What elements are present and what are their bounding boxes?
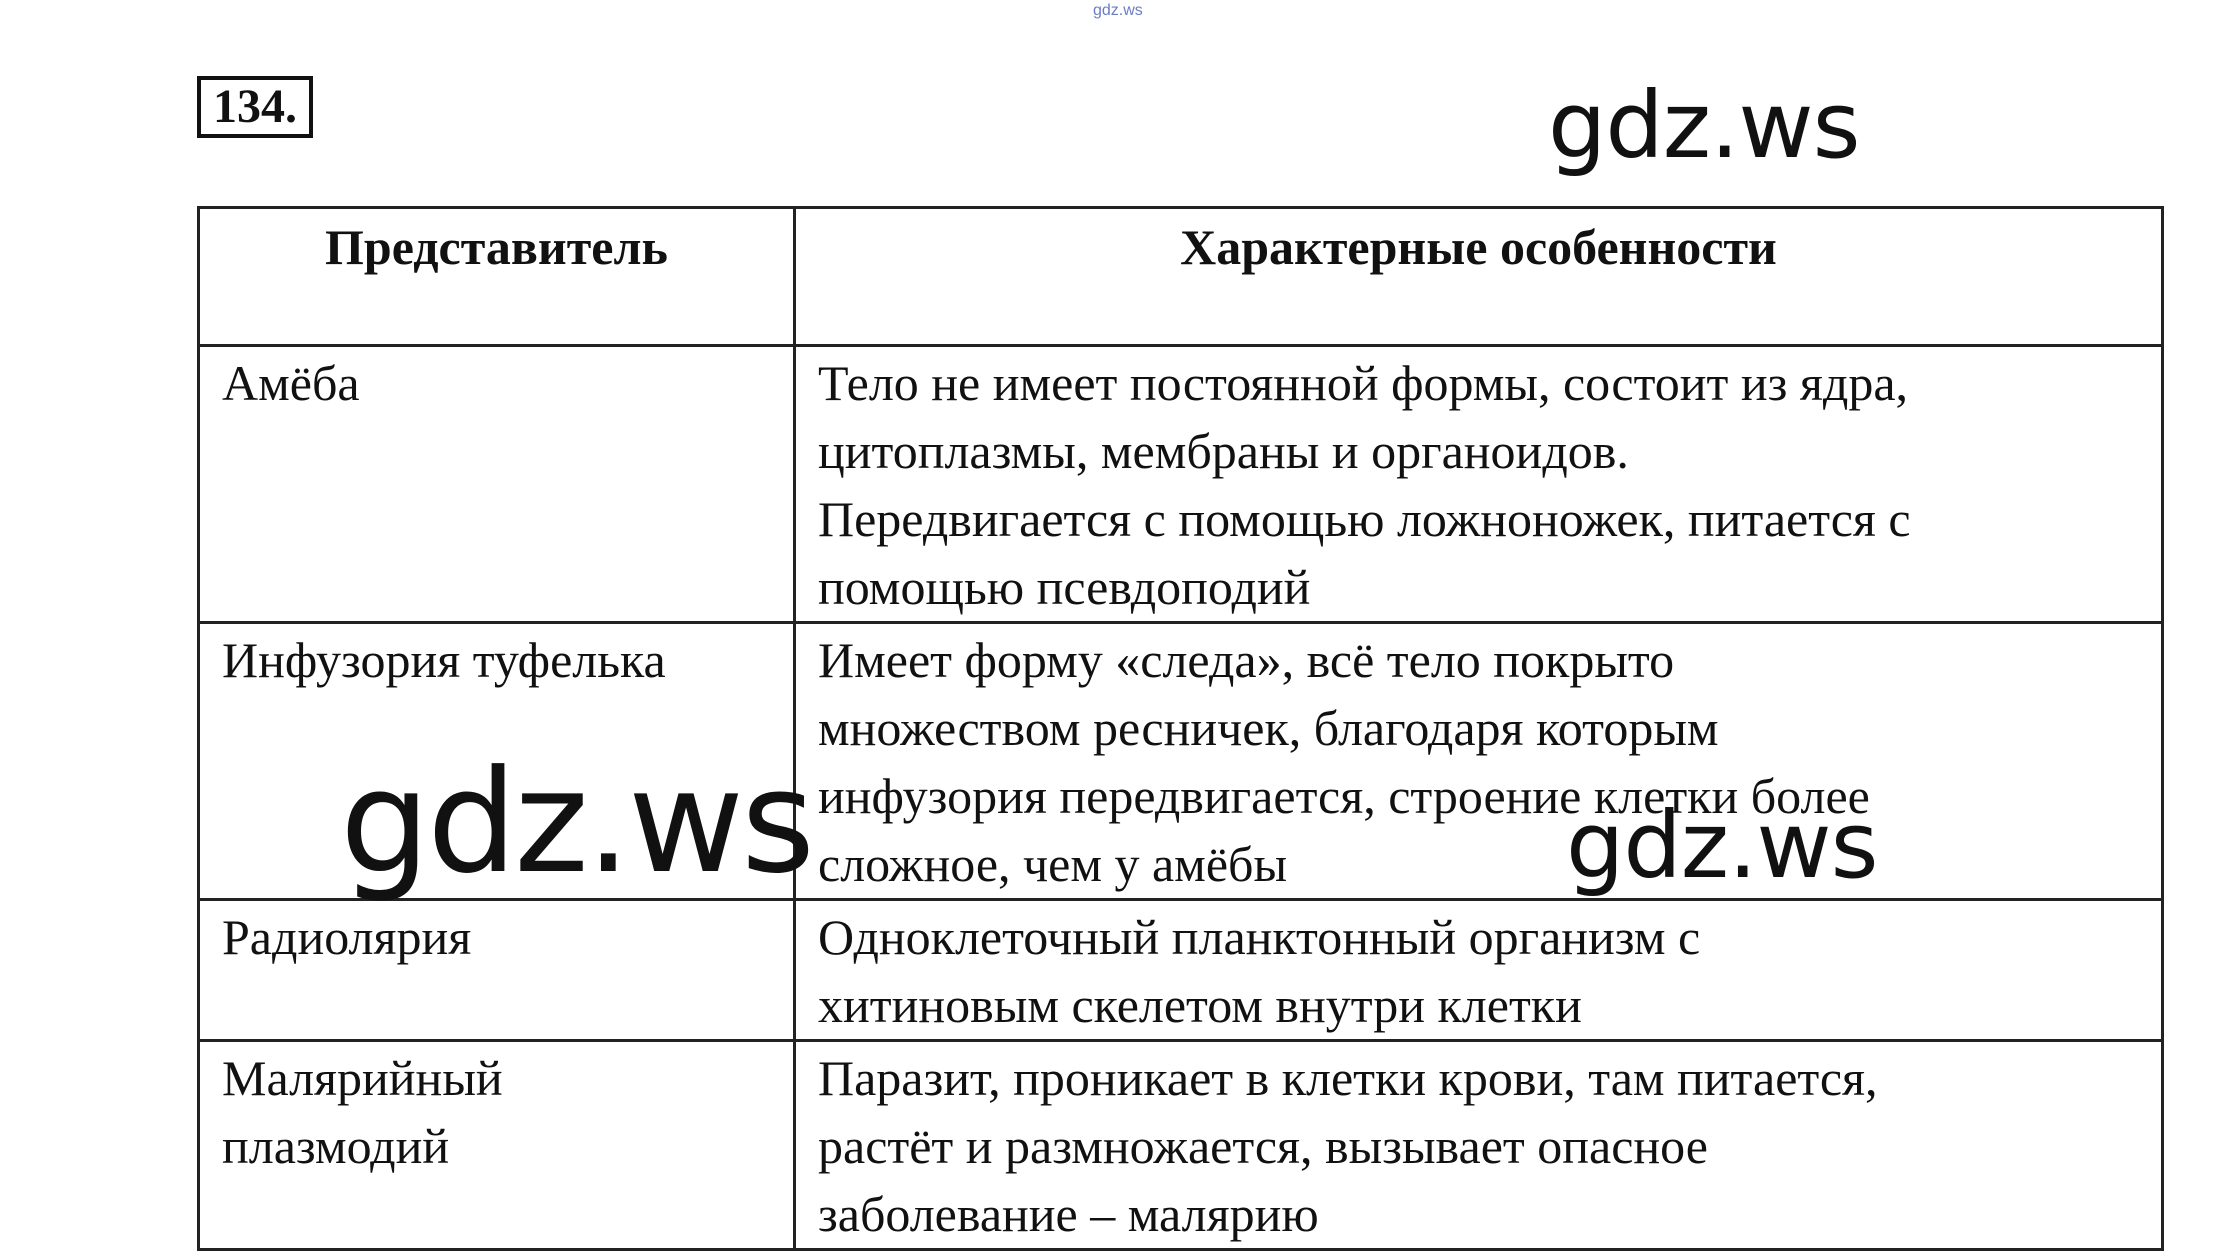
table-row	[199, 346, 2163, 623]
task-number: 134.	[197, 76, 313, 138]
features-text: Паразит, проникает в клетки крови, там питается, растёт и размножается, вызывает опасное заболевание – малярию	[818, 1050, 1878, 1242]
header-cell-representative	[199, 208, 795, 346]
representative-cell	[199, 1041, 795, 1250]
top-watermark-text: gdz.ws	[1093, 2, 1143, 19]
header-representative-label: Представитель	[325, 219, 668, 275]
table-row	[199, 900, 2163, 1041]
table-header-row	[199, 208, 2163, 346]
features-cell	[795, 900, 2163, 1041]
features-text: Тело не имеет постоянной формы, состоит из ядра, цитоплазмы, мембраны и органоидов. Передвигается с помощью ложноножек, питается с помощью псевдоподий	[818, 355, 1911, 615]
features-text: Имеет форму «следа», всё тело покрыто множеством ресничек, благодаря которым инфузория передвигается, строение клетки более сложное, чем у амёбы	[818, 632, 1870, 892]
table-row	[199, 1041, 2163, 1250]
header-cell-features	[795, 208, 2163, 346]
header-features-label: Характерные особенности	[1180, 219, 1777, 275]
representative-name: Радиолярия	[222, 909, 472, 965]
representative-cell	[199, 346, 795, 623]
features-cell	[795, 623, 2163, 900]
representative-name: Амёба	[222, 355, 360, 411]
representative-cell	[199, 900, 795, 1041]
watermark-right: gdz.ws	[1566, 792, 1878, 899]
watermark-left: gdz.ws	[340, 740, 813, 905]
representative-name: Малярийный плазмодий	[222, 1050, 503, 1174]
answer-table	[197, 206, 2164, 1251]
representative-name: Инфузория туфелька	[222, 632, 666, 688]
features-cell	[795, 1041, 2163, 1250]
watermark-top: gdz.ws	[1548, 72, 1860, 179]
features-cell	[795, 346, 2163, 623]
features-text: Одноклеточный планктонный организм с хитиновым скелетом внутри клетки	[818, 909, 1701, 1033]
